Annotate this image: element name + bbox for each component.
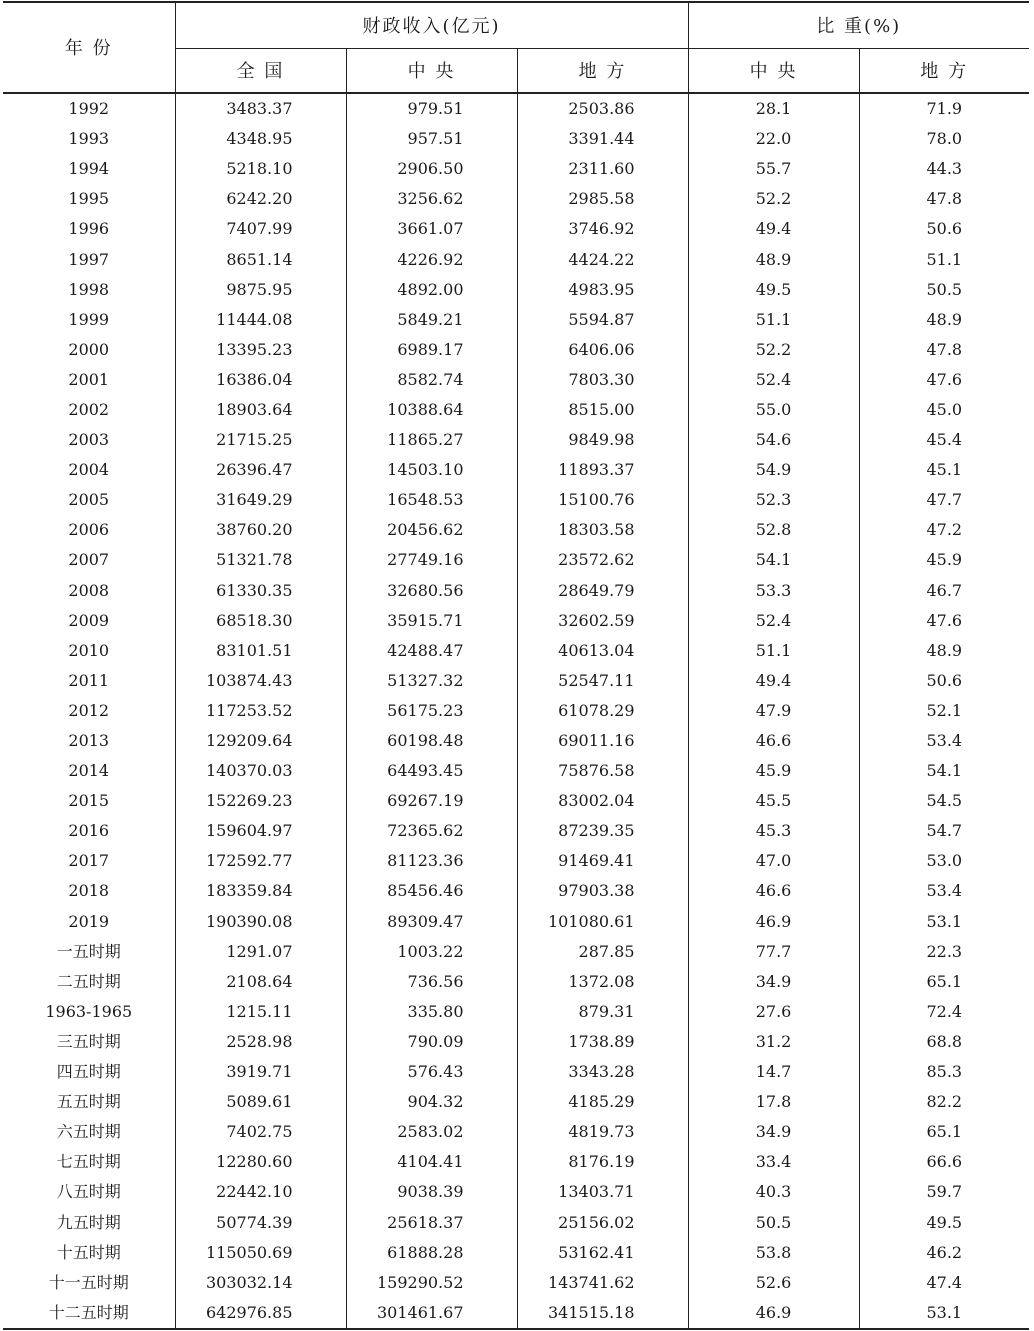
year-cell: 九五时期 bbox=[3, 1207, 175, 1237]
year-cell: 1995 bbox=[3, 184, 175, 214]
local-cell: 2985.58 bbox=[517, 184, 688, 214]
year-cell: 2003 bbox=[3, 425, 175, 455]
year-cell: 一五时期 bbox=[3, 937, 175, 967]
share-local-cell: 72.4 bbox=[926, 1001, 963, 1021]
table-row bbox=[3, 214, 1029, 244]
year-cell: 2011 bbox=[3, 666, 175, 696]
local-cell: 3746.92 bbox=[517, 214, 688, 244]
local-cell: 5594.87 bbox=[517, 305, 688, 335]
share-central-cell: 49.4 bbox=[688, 214, 859, 244]
year-cell: 二五时期 bbox=[3, 967, 175, 997]
share-central-cell: 40.3 bbox=[688, 1177, 859, 1207]
national-cell: 172592.77 bbox=[175, 846, 346, 876]
year-cell: 1992 bbox=[3, 93, 175, 124]
share-local-column-header: 地 方 bbox=[859, 48, 1029, 93]
central-cell: 16548.53 bbox=[346, 485, 517, 515]
share-central-cell: 17.8 bbox=[688, 1087, 859, 1117]
year-cell: 2006 bbox=[3, 515, 175, 545]
share-local-cell: 45.9 bbox=[926, 550, 963, 570]
share-central-cell: 52.2 bbox=[688, 184, 859, 214]
year-cell: 2018 bbox=[3, 876, 175, 906]
share-central-cell: 34.9 bbox=[688, 1117, 859, 1147]
year-column-header: 年 份 bbox=[3, 2, 175, 93]
year-cell: 2004 bbox=[3, 455, 175, 485]
table-row bbox=[3, 846, 1029, 876]
year-cell: 2016 bbox=[3, 816, 175, 846]
year-cell: 2017 bbox=[3, 846, 175, 876]
share-central-cell: 52.2 bbox=[688, 335, 859, 365]
local-cell: 287.85 bbox=[517, 937, 688, 967]
year-cell: 三五时期 bbox=[3, 1027, 175, 1057]
local-cell: 4983.95 bbox=[517, 275, 688, 305]
local-cell: 6406.06 bbox=[517, 335, 688, 365]
table-row bbox=[3, 1238, 1029, 1268]
share-central-cell: 31.2 bbox=[688, 1027, 859, 1057]
local-cell: 15100.76 bbox=[517, 485, 688, 515]
local-cell: 879.31 bbox=[517, 997, 688, 1027]
share-local-cell: 53.0 bbox=[926, 851, 963, 871]
share-local-cell: 46.7 bbox=[926, 580, 963, 600]
table-row bbox=[3, 907, 1029, 937]
table-row bbox=[3, 395, 1029, 425]
local-cell: 101080.61 bbox=[517, 907, 688, 937]
share-central-cell: 54.9 bbox=[688, 455, 859, 485]
share-central-cell: 45.5 bbox=[688, 786, 859, 816]
national-cell: 140370.03 bbox=[175, 756, 346, 786]
table-row bbox=[3, 1087, 1029, 1117]
share-central-cell: 46.6 bbox=[688, 876, 859, 906]
table-row bbox=[3, 305, 1029, 335]
share-central-cell: 27.6 bbox=[688, 997, 859, 1027]
share-central-cell: 53.8 bbox=[688, 1238, 859, 1268]
year-cell: 1994 bbox=[3, 154, 175, 184]
local-cell: 91469.41 bbox=[517, 846, 688, 876]
national-cell: 11444.08 bbox=[175, 305, 346, 335]
year-cell: 八五时期 bbox=[3, 1177, 175, 1207]
central-cell: 576.43 bbox=[346, 1057, 517, 1087]
central-cell: 25618.37 bbox=[346, 1207, 517, 1237]
share-central-cell: 47.9 bbox=[688, 696, 859, 726]
table-row bbox=[3, 485, 1029, 515]
local-cell: 32602.59 bbox=[517, 606, 688, 636]
national-cell: 3919.71 bbox=[175, 1057, 346, 1087]
national-cell: 83101.51 bbox=[175, 636, 346, 666]
local-cell: 75876.58 bbox=[517, 756, 688, 786]
year-cell: 2000 bbox=[3, 335, 175, 365]
national-cell: 3483.37 bbox=[175, 93, 346, 124]
table-row bbox=[3, 606, 1029, 636]
national-cell: 61330.35 bbox=[175, 576, 346, 606]
year-cell: 1997 bbox=[3, 244, 175, 274]
year-cell: 五五时期 bbox=[3, 1087, 175, 1117]
year-cell: 2002 bbox=[3, 395, 175, 425]
local-cell: 4185.29 bbox=[517, 1087, 688, 1117]
share-central-cell: 49.4 bbox=[688, 666, 859, 696]
central-cell: 301461.67 bbox=[346, 1298, 517, 1329]
table-row bbox=[3, 184, 1029, 214]
share-local-cell: 47.7 bbox=[926, 490, 963, 510]
year-cell: 2009 bbox=[3, 606, 175, 636]
share-local-cell: 50.5 bbox=[926, 279, 963, 299]
central-cell: 14503.10 bbox=[346, 455, 517, 485]
national-cell: 51321.78 bbox=[175, 545, 346, 575]
central-cell: 35915.71 bbox=[346, 606, 517, 636]
share-central-cell: 49.5 bbox=[688, 275, 859, 305]
share-local-cell: 50.6 bbox=[926, 219, 963, 239]
table-row bbox=[3, 425, 1029, 455]
table-body bbox=[3, 93, 1029, 1329]
national-cell: 117253.52 bbox=[175, 696, 346, 726]
share-local-cell: 45.4 bbox=[926, 430, 963, 450]
national-cell: 159604.97 bbox=[175, 816, 346, 846]
share-local-cell: 66.6 bbox=[926, 1152, 963, 1172]
local-cell: 61078.29 bbox=[517, 696, 688, 726]
local-cell: 13403.71 bbox=[517, 1177, 688, 1207]
share-local-cell: 85.3 bbox=[926, 1062, 963, 1082]
central-cell: 27749.16 bbox=[346, 545, 517, 575]
share-local-cell: 82.2 bbox=[926, 1092, 963, 1112]
local-cell: 9849.98 bbox=[517, 425, 688, 455]
local-cell: 8515.00 bbox=[517, 395, 688, 425]
share-local-cell: 50.6 bbox=[926, 670, 963, 690]
table-row bbox=[3, 124, 1029, 154]
share-central-cell: 53.3 bbox=[688, 576, 859, 606]
year-cell: 2005 bbox=[3, 485, 175, 515]
local-cell: 1738.89 bbox=[517, 1027, 688, 1057]
central-cell: 5849.21 bbox=[346, 305, 517, 335]
local-cell: 87239.35 bbox=[517, 816, 688, 846]
local-cell: 8176.19 bbox=[517, 1147, 688, 1177]
table-row bbox=[3, 876, 1029, 906]
share-local-cell: 52.1 bbox=[926, 700, 963, 720]
central-cell: 335.80 bbox=[346, 997, 517, 1027]
share-central-cell: 46.6 bbox=[688, 726, 859, 756]
table-row bbox=[3, 1177, 1029, 1207]
central-cell: 8582.74 bbox=[346, 365, 517, 395]
central-cell: 4226.92 bbox=[346, 244, 517, 274]
local-cell: 25156.02 bbox=[517, 1207, 688, 1237]
share-central-cell: 52.3 bbox=[688, 485, 859, 515]
table-row bbox=[3, 335, 1029, 365]
share-local-cell: 47.8 bbox=[926, 189, 963, 209]
national-cell: 13395.23 bbox=[175, 335, 346, 365]
local-cell: 143741.62 bbox=[517, 1268, 688, 1298]
local-cell: 69011.16 bbox=[517, 726, 688, 756]
year-cell: 2010 bbox=[3, 636, 175, 666]
table-row bbox=[3, 756, 1029, 786]
share-central-cell: 46.9 bbox=[688, 1298, 859, 1329]
share-central-cell: 28.1 bbox=[688, 93, 859, 124]
share-central-cell: 50.5 bbox=[688, 1207, 859, 1237]
year-cell: 1998 bbox=[3, 275, 175, 305]
national-cell: 183359.84 bbox=[175, 876, 346, 906]
central-cell: 2583.02 bbox=[346, 1117, 517, 1147]
national-cell: 31649.29 bbox=[175, 485, 346, 515]
central-cell: 89309.47 bbox=[346, 907, 517, 937]
share-local-cell: 47.4 bbox=[926, 1272, 963, 1292]
table-row bbox=[3, 576, 1029, 606]
share-local-cell: 44.3 bbox=[926, 159, 963, 179]
local-cell: 53162.41 bbox=[517, 1238, 688, 1268]
table-row bbox=[3, 1207, 1029, 1237]
share-local-cell: 54.5 bbox=[926, 791, 963, 811]
central-cell: 64493.45 bbox=[346, 756, 517, 786]
table-row bbox=[3, 455, 1029, 485]
table-row bbox=[3, 696, 1029, 726]
table-row bbox=[3, 1057, 1029, 1087]
table-row bbox=[3, 816, 1029, 846]
share-central-cell: 46.9 bbox=[688, 907, 859, 937]
central-cell: 60198.48 bbox=[346, 726, 517, 756]
central-cell: 979.51 bbox=[346, 93, 517, 124]
national-cell: 21715.25 bbox=[175, 425, 346, 455]
year-cell: 七五时期 bbox=[3, 1147, 175, 1177]
year-cell: 四五时期 bbox=[3, 1057, 175, 1087]
national-cell: 1291.07 bbox=[175, 937, 346, 967]
local-cell: 11893.37 bbox=[517, 455, 688, 485]
central-cell: 6989.17 bbox=[346, 335, 517, 365]
central-cell: 736.56 bbox=[346, 967, 517, 997]
share-central-column-header: 中 央 bbox=[688, 48, 859, 93]
share-local-cell: 46.2 bbox=[926, 1242, 963, 1262]
share-local-cell: 59.7 bbox=[926, 1182, 963, 1202]
year-cell: 2012 bbox=[3, 696, 175, 726]
share-central-cell: 48.9 bbox=[688, 244, 859, 274]
national-cell: 4348.95 bbox=[175, 124, 346, 154]
central-cell: 51327.32 bbox=[346, 666, 517, 696]
share-local-cell: 78.0 bbox=[926, 129, 963, 149]
year-cell: 1993 bbox=[3, 124, 175, 154]
share-central-cell: 55.0 bbox=[688, 395, 859, 425]
central-cell: 159290.52 bbox=[346, 1268, 517, 1298]
table-row bbox=[3, 93, 1029, 124]
local-cell: 2503.86 bbox=[517, 93, 688, 124]
share-central-cell: 45.9 bbox=[688, 756, 859, 786]
share-local-cell: 47.8 bbox=[926, 339, 963, 359]
local-cell: 341515.18 bbox=[517, 1298, 688, 1329]
national-cell: 5089.61 bbox=[175, 1087, 346, 1117]
local-cell: 4819.73 bbox=[517, 1117, 688, 1147]
central-cell: 32680.56 bbox=[346, 576, 517, 606]
central-cell: 10388.64 bbox=[346, 395, 517, 425]
national-cell: 18903.64 bbox=[175, 395, 346, 425]
national-cell: 12280.60 bbox=[175, 1147, 346, 1177]
year-cell: 2015 bbox=[3, 786, 175, 816]
share-local-cell: 47.6 bbox=[926, 369, 963, 389]
table-row bbox=[3, 545, 1029, 575]
central-cell: 3256.62 bbox=[346, 184, 517, 214]
national-cell: 8651.14 bbox=[175, 244, 346, 274]
central-cell: 72365.62 bbox=[346, 816, 517, 846]
national-cell: 129209.64 bbox=[175, 726, 346, 756]
national-cell: 190390.08 bbox=[175, 907, 346, 937]
share-local-cell: 48.9 bbox=[926, 309, 963, 329]
share-central-cell: 52.4 bbox=[688, 606, 859, 636]
share-central-cell: 54.1 bbox=[688, 545, 859, 575]
table-row bbox=[3, 244, 1029, 274]
national-cell: 16386.04 bbox=[175, 365, 346, 395]
year-cell: 1999 bbox=[3, 305, 175, 335]
year-cell: 十五时期 bbox=[3, 1238, 175, 1268]
share-local-cell: 45.0 bbox=[926, 399, 963, 419]
table-row bbox=[3, 997, 1029, 1027]
central-cell: 1003.22 bbox=[346, 937, 517, 967]
share-local-cell: 48.9 bbox=[926, 640, 963, 660]
fiscal-revenue-table bbox=[3, 2, 1029, 1330]
national-cell: 26396.47 bbox=[175, 455, 346, 485]
local-cell: 18303.58 bbox=[517, 515, 688, 545]
year-cell: 1963-1965 bbox=[3, 997, 175, 1027]
table-row bbox=[3, 666, 1029, 696]
table-row bbox=[3, 515, 1029, 545]
share-central-cell: 45.3 bbox=[688, 816, 859, 846]
central-cell: 3661.07 bbox=[346, 214, 517, 244]
share-local-cell: 51.1 bbox=[926, 249, 963, 269]
share-local-cell: 65.1 bbox=[926, 971, 963, 991]
share-local-cell: 53.4 bbox=[926, 731, 963, 751]
national-cell: 38760.20 bbox=[175, 515, 346, 545]
share-local-cell: 68.8 bbox=[926, 1031, 963, 1051]
revenue-group-header: 财政收入(亿元) bbox=[175, 2, 688, 48]
share-central-cell: 22.0 bbox=[688, 124, 859, 154]
central-cell: 61888.28 bbox=[346, 1238, 517, 1268]
central-cell: 42488.47 bbox=[346, 636, 517, 666]
table-row bbox=[3, 1117, 1029, 1147]
share-local-cell: 65.1 bbox=[926, 1122, 963, 1142]
local-cell: 4424.22 bbox=[517, 244, 688, 274]
share-local-cell: 45.1 bbox=[926, 460, 963, 480]
local-cell: 1372.08 bbox=[517, 967, 688, 997]
local-cell: 2311.60 bbox=[517, 154, 688, 184]
local-cell: 52547.11 bbox=[517, 666, 688, 696]
share-local-cell: 22.3 bbox=[926, 941, 963, 961]
table-row bbox=[3, 365, 1029, 395]
local-cell: 3343.28 bbox=[517, 1057, 688, 1087]
share-central-cell: 52.4 bbox=[688, 365, 859, 395]
central-cell: 69267.19 bbox=[346, 786, 517, 816]
national-cell: 303032.14 bbox=[175, 1268, 346, 1298]
share-central-cell: 55.7 bbox=[688, 154, 859, 184]
share-local-cell: 54.1 bbox=[926, 761, 963, 781]
central-cell: 9038.39 bbox=[346, 1177, 517, 1207]
share-central-cell: 51.1 bbox=[688, 305, 859, 335]
share-local-cell: 53.1 bbox=[926, 911, 963, 931]
table-row bbox=[3, 1268, 1029, 1298]
local-cell: 97903.38 bbox=[517, 876, 688, 906]
national-cell: 642976.85 bbox=[175, 1298, 346, 1329]
share-central-cell: 14.7 bbox=[688, 1057, 859, 1087]
share-local-cell: 53.1 bbox=[859, 1298, 1029, 1329]
national-cell: 5218.10 bbox=[175, 154, 346, 184]
table-row bbox=[3, 1147, 1029, 1177]
national-cell: 2528.98 bbox=[175, 1027, 346, 1057]
central-cell: 904.32 bbox=[346, 1087, 517, 1117]
national-cell: 7407.99 bbox=[175, 214, 346, 244]
central-cell: 790.09 bbox=[346, 1027, 517, 1057]
table-row bbox=[3, 726, 1029, 756]
local-cell: 3391.44 bbox=[517, 124, 688, 154]
central-cell: 56175.23 bbox=[346, 696, 517, 726]
share-local-cell: 49.5 bbox=[926, 1212, 963, 1232]
table-row bbox=[3, 786, 1029, 816]
year-cell: 2019 bbox=[3, 907, 175, 937]
share-local-cell: 47.2 bbox=[926, 520, 963, 540]
national-cell: 6242.20 bbox=[175, 184, 346, 214]
share-central-cell: 54.6 bbox=[688, 425, 859, 455]
share-local-cell: 47.6 bbox=[926, 610, 963, 630]
central-cell: 11865.27 bbox=[346, 425, 517, 455]
central-cell: 4104.41 bbox=[346, 1147, 517, 1177]
year-cell: 2001 bbox=[3, 365, 175, 395]
share-central-cell: 52.6 bbox=[688, 1268, 859, 1298]
national-cell: 22442.10 bbox=[175, 1177, 346, 1207]
national-cell: 50774.39 bbox=[175, 1207, 346, 1237]
share-central-cell: 52.8 bbox=[688, 515, 859, 545]
local-column-header: 地 方 bbox=[517, 48, 688, 93]
central-cell: 2906.50 bbox=[346, 154, 517, 184]
table-row bbox=[3, 154, 1029, 184]
year-cell: 2013 bbox=[3, 726, 175, 756]
national-cell: 152269.23 bbox=[175, 786, 346, 816]
table-row bbox=[3, 1298, 1029, 1329]
table-row bbox=[3, 275, 1029, 305]
table-row bbox=[3, 1027, 1029, 1057]
year-cell: 1996 bbox=[3, 214, 175, 244]
year-cell: 2008 bbox=[3, 576, 175, 606]
national-cell: 115050.69 bbox=[175, 1238, 346, 1268]
year-cell: 六五时期 bbox=[3, 1117, 175, 1147]
local-cell: 7803.30 bbox=[517, 365, 688, 395]
national-cell: 68518.30 bbox=[175, 606, 346, 636]
share-local-cell: 53.4 bbox=[926, 881, 963, 901]
share-central-cell: 33.4 bbox=[688, 1147, 859, 1177]
table-row bbox=[3, 636, 1029, 666]
local-cell: 23572.62 bbox=[517, 545, 688, 575]
share-central-cell: 51.1 bbox=[688, 636, 859, 666]
share-local-cell: 71.9 bbox=[926, 99, 963, 119]
central-cell: 81123.36 bbox=[346, 846, 517, 876]
central-cell: 957.51 bbox=[346, 124, 517, 154]
central-cell: 20456.62 bbox=[346, 515, 517, 545]
national-cell: 2108.64 bbox=[175, 967, 346, 997]
central-cell: 4892.00 bbox=[346, 275, 517, 305]
year-cell: 十一五时期 bbox=[3, 1268, 175, 1298]
national-cell: 103874.43 bbox=[175, 666, 346, 696]
local-cell: 40613.04 bbox=[517, 636, 688, 666]
national-cell: 7402.75 bbox=[175, 1117, 346, 1147]
year-cell: 十二五时期 bbox=[3, 1298, 175, 1329]
national-column-header: 全 国 bbox=[175, 48, 346, 93]
national-cell: 1215.11 bbox=[175, 997, 346, 1027]
local-cell: 28649.79 bbox=[517, 576, 688, 606]
table-row bbox=[3, 937, 1029, 967]
year-cell: 2007 bbox=[3, 545, 175, 575]
table-row bbox=[3, 967, 1029, 997]
central-cell: 85456.46 bbox=[346, 876, 517, 906]
share-central-cell: 47.0 bbox=[688, 846, 859, 876]
share-group-header: 比 重(%) bbox=[688, 2, 1029, 48]
local-cell: 83002.04 bbox=[517, 786, 688, 816]
share-central-cell: 34.9 bbox=[688, 967, 859, 997]
national-cell: 9875.95 bbox=[175, 275, 346, 305]
central-column-header: 中 央 bbox=[346, 48, 517, 93]
year-cell: 2014 bbox=[3, 756, 175, 786]
share-local-cell: 54.7 bbox=[926, 821, 963, 841]
share-central-cell: 77.7 bbox=[688, 937, 859, 967]
